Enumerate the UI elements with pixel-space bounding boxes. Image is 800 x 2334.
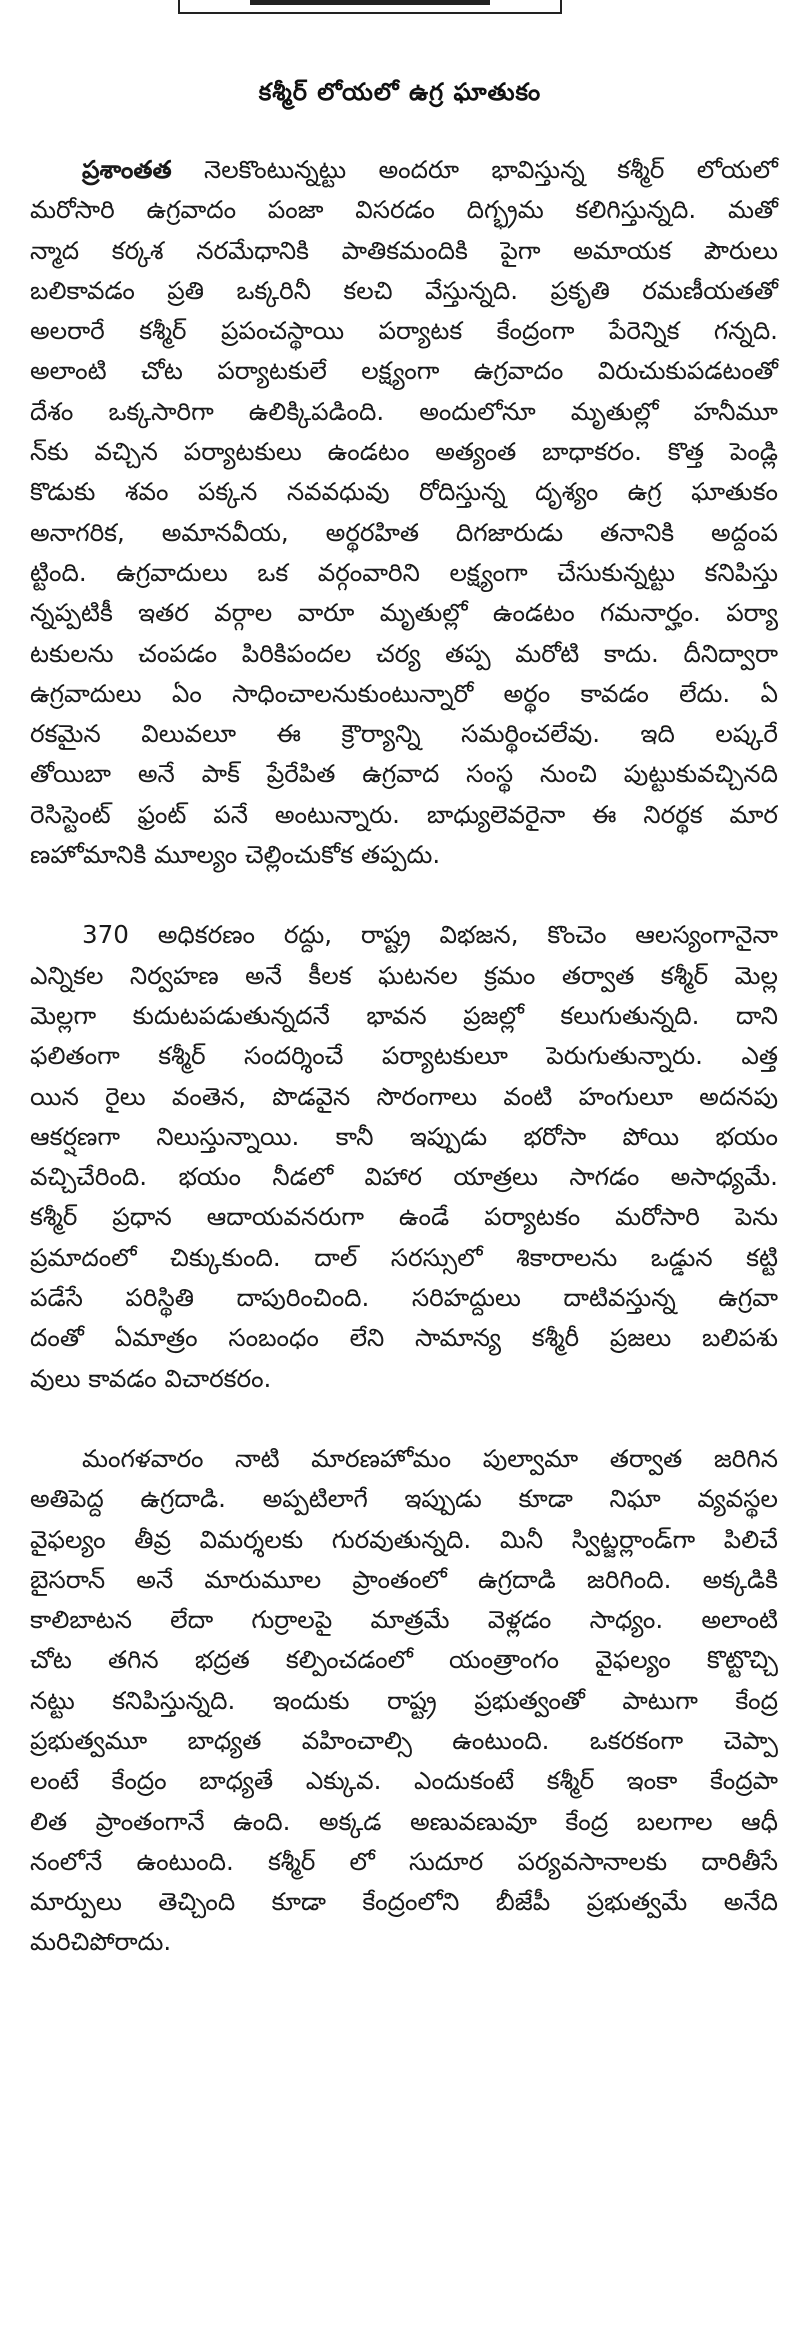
paragraph-line: న్మాద కర్కశ నరమేధానికి పాతికమందికి పైగా అమాయక పౌరులు bbox=[30, 235, 778, 265]
paragraph-line: ప్రభుత్వమూ బాధ్యత వహించాల్సి ఉంటుంది. ఒకరకంగా చెప్పా bbox=[30, 1725, 778, 1755]
line-text: నెలకొంటున్నట్టు అందరూ భావిస్తున్న కశ్మీర్ లోయలో bbox=[203, 155, 778, 184]
paragraph-line: దంతో ఏమాత్రం సంబంధం లేని సామాన్య కశ్మీరీ ప్రజలు బలిపశు bbox=[30, 1323, 778, 1353]
paragraph-line: మరోసారి ఉగ్రవాదం పంజా విసరడం దిగ్భ్రమ కలిగిస్తున్నది. మతో bbox=[30, 195, 778, 225]
lead-in: ప్రశాంతత bbox=[82, 155, 172, 184]
paragraph-line: ఉగ్రవాదులు ఏం సాధించాలనుకుంటున్నారో అర్థం కావడం లేదు. ఏ bbox=[30, 678, 778, 708]
paragraph-line: లంటే కేంద్రం బాధ్యతే ఎక్కువ. ఎందుకంటే కశ్మీర్ ఇంకా కేంద్రపా bbox=[30, 1766, 778, 1796]
paragraph-line: న్నప్పటికీ ఇతర వర్గాల వారూ మృతుల్లో ఉండటం గమనార్హం. పర్యా bbox=[30, 598, 778, 628]
paragraph-line: ఎన్నికల నిర్వహణ అనే కీలక ఘటనల క్రమం తర్వాత కశ్మీర్ మెల్ల bbox=[30, 960, 778, 990]
paragraph-line: టకులను చంపడం పిరికిపందల చర్య తప్ప మరోటి కాదు. దీనిద్వారా bbox=[30, 638, 778, 668]
paragraph-line: మెల్లగా కుదుటపడుతున్నదనే భావన ప్రజల్లో కలుగుతున్నది. దాని bbox=[30, 1000, 778, 1030]
paragraph-line: నట్టు కనిపిస్తున్నది. ఇందుకు రాష్ట్ర ప్రభుత్వంతో పాటుగా కేంద్ర bbox=[30, 1685, 778, 1715]
paragraph-line: ఫలితంగా కశ్మీర్ సందర్శించే పర్యాటకులూ పెరుగుతున్నారు. ఎత్త bbox=[30, 1041, 778, 1071]
paragraph-1 bbox=[30, 150, 778, 875]
paragraph-2 bbox=[30, 915, 778, 1399]
paragraph-line: చోట తగిన భద్రత కల్పించడంలో యంత్రాంగం వైఫల్యం కొట్టొచ్చి bbox=[30, 1645, 778, 1675]
paragraph-line: అలాంటి చోట పర్యాటకులే లక్ష్యంగా ఉగ్రవాదం విరుచుకుపడటంతో bbox=[30, 356, 778, 386]
paragraph-line: వులు కావడం విచారకరం. bbox=[30, 1363, 272, 1393]
masthead-rule bbox=[0, 0, 800, 16]
paragraph-line: కాలిబాటన లేదా గుర్రాలపై మాత్రమే వెళ్లడం సాధ్యం. అలాంటి bbox=[30, 1605, 778, 1635]
paragraph-line: తోయిబా అనే పాక్ ప్రేరేపిత ఉగ్రవాద సంస్థ నుంచి పుట్టుకువచ్చినది bbox=[30, 759, 778, 789]
paragraph-line: అతిపెద్ద ఉగ్రదాడి. అప్పటిలాగే ఇప్పుడు కూడా నిఘా వ్యవస్థల bbox=[30, 1484, 778, 1514]
paragraph-line: అలరారే కశ్మీర్ ప్రపంచస్థాయి పర్యాటక కేంద్రంగా పేరెన్నిక గన్నది. bbox=[30, 316, 778, 346]
article-body bbox=[30, 150, 778, 2003]
paragraph-line: రెసిస్టెంట్ ఫ్రంట్ పనే అంటున్నారు. బాధ్యులెవరైనా ఈ నిరర్థక మార bbox=[30, 799, 778, 829]
paragraph-line: నంలోనే ఉంటుంది. కశ్మీర్ లో సుదూర పర్యవసానాలకు దారితీసే bbox=[30, 1846, 778, 1876]
masthead-bar bbox=[250, 0, 490, 5]
paragraph-line: అనాగరిక, అమానవీయ, అర్థరహిత దిగజారుడు తనానికి అద్దంప bbox=[30, 517, 778, 547]
paragraph-line: ణహోమానికి మూల్యం చెల్లించుకోక తప్పదు. bbox=[30, 840, 441, 870]
article-headline: కశ్మీర్ లోయలో ఉగ్ర ఘాతుకం bbox=[258, 78, 542, 107]
paragraph-line: ప్రమాదంలో చిక్కుకుంది. దాల్ సరస్సులో శికారాలను ఒడ్డున కట్టి bbox=[30, 1242, 778, 1272]
paragraph-line: మంగళవారం నాటి మారణహోమం పుల్వామా తర్వాత జరిగిన bbox=[82, 1443, 778, 1473]
paragraph-line: వచ్చిచేరింది. భయం నీడలో విహార యాత్రలు సాగడం అసాధ్యమే. bbox=[30, 1162, 778, 1192]
paragraph-line: రకమైన విలువలూ ఈ క్రౌర్యాన్ని సమర్థించలేవు. ఇది లష్కరే bbox=[30, 719, 778, 749]
paragraph-line: లిత ప్రాంతంగానే ఉంది. అక్కడ అణువణువూ కేంద్ర బలగాల ఆధీ bbox=[30, 1806, 778, 1836]
paragraph-line: న్‌కు వచ్చిన పర్యాటకులు ఉండటం అత్యంత బాధాకరం. కొత్త పెండ్లి bbox=[30, 437, 778, 467]
paragraph-line: బైసరాన్ అనే మారుమూల ప్రాంతంలో ఉగ్రదాడి జరిగింది. అక్కడికి bbox=[30, 1564, 778, 1594]
paragraph-line: ట్టింది. ఉగ్రవాదులు ఒక వర్గంవారిని లక్ష్యంగా చేసుకున్నట్టు కనిపిస్తు bbox=[30, 557, 778, 587]
paragraph-line: కొడుకు శవం పక్కన నవవధువు రోదిస్తున్న దృశ్యం ఉగ్ర ఘాతుకం bbox=[30, 477, 778, 507]
paragraph-line: దేశం ఒక్కసారిగా ఉలిక్కిపడింది. అందులోనూ మృతుల్లో హనీమూ bbox=[30, 396, 778, 426]
paragraph-line: వైఫల్యం తీవ్ర విమర్శలకు గురవుతున్నది. మినీ స్విట్జర్లాండ్‌గా పిలిచే bbox=[30, 1524, 778, 1554]
paragraph-3 bbox=[30, 1439, 778, 1963]
paragraph-line: పడేసే పరిస్థితి దాపురించింది. సరిహద్దులు దాటివస్తున్న ఉగ్రవా bbox=[30, 1283, 778, 1313]
paragraph-line: యిన రైలు వంతెన, పొడవైన సొరంగాలు వంటి హంగులూ అదనపు bbox=[30, 1081, 778, 1111]
paragraph-line: మరిచిపోరాదు. bbox=[30, 1927, 172, 1957]
paragraph-line: 370 అధికరణం రద్దు, రాష్ట్ర విభజన, కొంచెం ఆలస్యంగానైనా bbox=[82, 920, 778, 950]
paragraph-line: ఆకర్షణగా నిలుస్తున్నాయి. కానీ ఇప్పుడు భరోసా పోయి భయం bbox=[30, 1121, 778, 1151]
paragraph-line: మార్పులు తెచ్చింది కూడా కేంద్రంలోని బీజేపీ ప్రభుత్వమే అనేది bbox=[30, 1887, 778, 1917]
paragraph-line: కశ్మీర్ ప్రధాన ఆదాయవనరుగా ఉండే పర్యాటకం మరోసారి పెను bbox=[30, 1202, 778, 1232]
paragraph-line: బలికావడం ప్రతి ఒక్కరినీ కలచి వేస్తున్నది. ప్రకృతి రమణీయతతో bbox=[30, 275, 778, 305]
paragraph-line bbox=[30, 150, 778, 190]
